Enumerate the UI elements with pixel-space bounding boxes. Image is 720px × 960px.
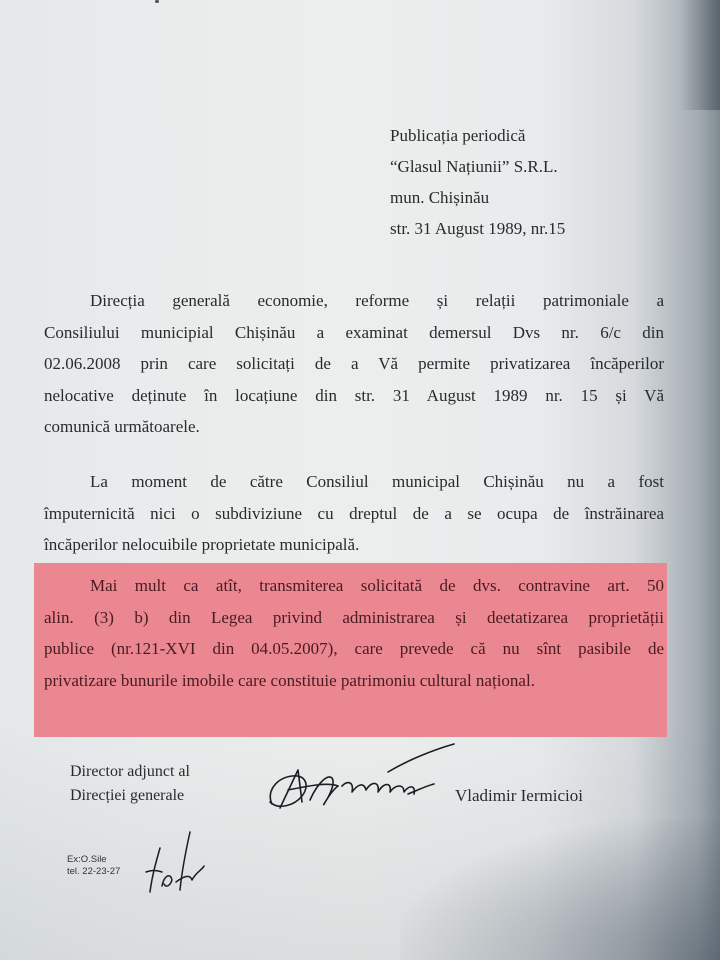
paragraph-line: încăperilor nelocuibile proprietate municipală.	[44, 535, 360, 554]
photo-shadow-top	[680, 0, 720, 110]
paragraph-line: nelocative deținute în locațiune din str. 31 August 1989 nr. 15 și Vă	[44, 385, 664, 405]
signatory-title-line: Direcției generale	[70, 787, 185, 804]
paragraph-line: 02.06.2008 prin care solicitați de a Vă permite privatizarea încăperilor	[44, 354, 664, 373]
paragraph-line: comunică următoarele.	[44, 417, 200, 436]
paragraph-line: Mai mult ca atît, transmiterea solicitată de dvs. contravine art. 50	[90, 576, 664, 595]
signatory-title-line: Director adjunct al	[70, 763, 190, 780]
paper-speck	[155, 0, 159, 3]
addressee-line: “Glasul Națiunii” S.R.L.	[390, 157, 558, 176]
body-paragraph-3-highlighted	[44, 570, 664, 696]
paragraph-line: privatizare bunurile imobile care constituie patrimoniu cultural național.	[44, 670, 535, 690]
signatory-name: Vladimir Iermicioi	[455, 786, 583, 805]
executor-phone: tel. 22-23-27	[67, 866, 121, 877]
paragraph-line: Direcția generală economie, reforme și relații patrimoniale a	[90, 291, 664, 310]
addressee-line: mun. Chișinău	[390, 188, 490, 207]
executor-name: Ex:O.Sile	[67, 854, 107, 865]
paragraph-line: La moment de către Consiliul municipal Chișinău nu a fost	[90, 472, 664, 491]
signatory-title	[70, 760, 190, 808]
body-paragraph-2	[44, 466, 664, 561]
addressee-line: str. 31 August 1989, nr.15	[390, 219, 566, 238]
paragraph-line: publice (nr.121-XVI din 04.05.2007), care prevede că nu sînt pasibile de	[44, 639, 664, 658]
paragraph-line: Consiliului municipial Chișinău a examinat demersul Dvs nr. 6/c din	[44, 322, 664, 342]
paragraph-line: alin. (3) b) din Legea privind administrarea și deetatizarea proprietății	[44, 607, 664, 627]
addressee-block	[390, 120, 565, 244]
handwritten-signature-icon	[258, 742, 458, 822]
photo-shadow-bottom	[400, 820, 720, 960]
executor-info	[67, 854, 120, 878]
body-paragraph-1	[44, 285, 664, 443]
handwritten-initials-icon	[140, 826, 210, 896]
addressee-line: Publicația periodică	[390, 126, 526, 145]
paragraph-line: împuternicită nici o subdiviziune cu dreptul de a se ocupa de înstrăinarea	[44, 503, 664, 523]
